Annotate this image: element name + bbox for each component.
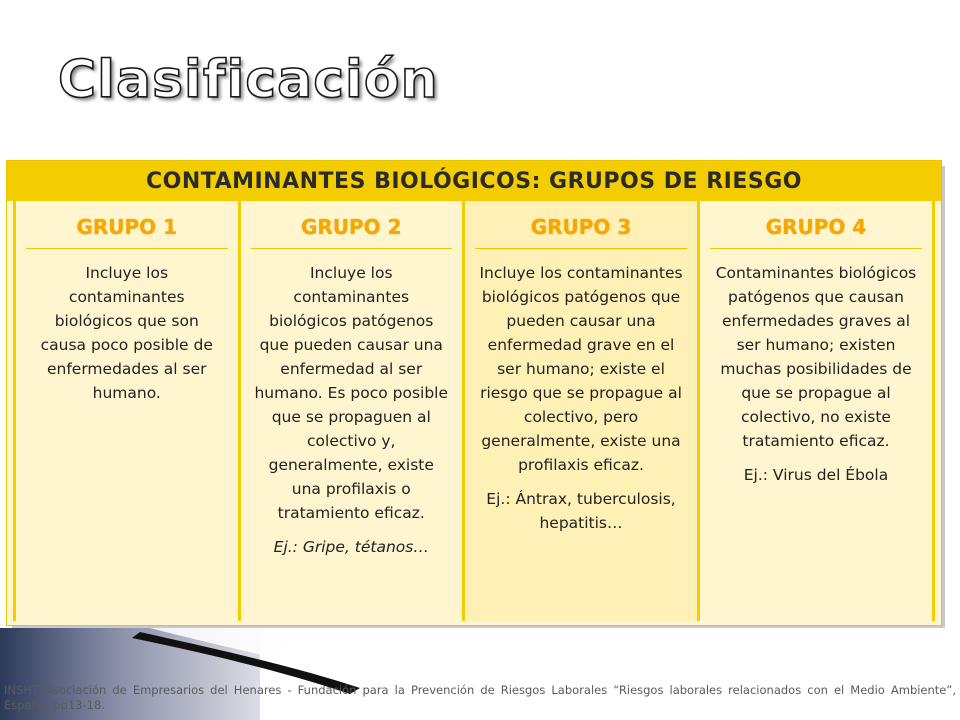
group-title: GRUPO 2	[251, 215, 453, 249]
table-columns	[13, 201, 935, 621]
group-description: Incluye los contaminantes biológicos patógenos que pueden causar una enfermedad al ser humano. Es poco posible que se propaguen al colectivo y, generalmente, existe una profilaxis o tratamiento eficaz.	[254, 264, 449, 522]
group-example: Ej.: Ántrax, tuberculosis, hepatitis…	[486, 490, 676, 532]
group-column-1	[13, 201, 241, 621]
group-column-3	[465, 201, 700, 621]
source-citation: INSHT Asociación de Empresarios del Henares - Fundación para la Prevención de Riesgos Laborales “Riesgos laborales relacionados con el Medio Ambiente”, España. pp13-18.	[4, 683, 956, 712]
group-title: GRUPO 4	[710, 215, 922, 249]
group-description: Incluye los contaminantes biológicos que son causa poco posible de enfermedades al ser humano.	[40, 264, 213, 402]
group-title: GRUPO 3	[475, 215, 687, 249]
group-column-4	[700, 201, 935, 621]
group-description: Incluye los contaminantes biológicos patógenos que pueden causar una enfermedad grave en el ser humano; existe el riesgo que se propague al colectivo, pero generalmente, existe una profilaxis eficaz.	[479, 264, 683, 474]
group-example: Ej.: Gripe, tétanos…	[273, 538, 429, 556]
page-title: Clasificación	[58, 50, 439, 110]
group-description: Contaminantes biológicos patógenos que causan enfermedades graves al ser humano; existen muchas posibilidades de que se propague al colectivo, no existe tratamiento eficaz.	[715, 264, 917, 450]
table-header: CONTAMINANTES BIOLÓGICOS: GRUPOS DE RIESGO	[7, 161, 941, 201]
risk-groups-table	[6, 160, 942, 626]
group-column-2	[241, 201, 466, 621]
group-title: GRUPO 1	[26, 215, 228, 249]
group-example: Ej.: Virus del Ébola	[743, 466, 889, 484]
